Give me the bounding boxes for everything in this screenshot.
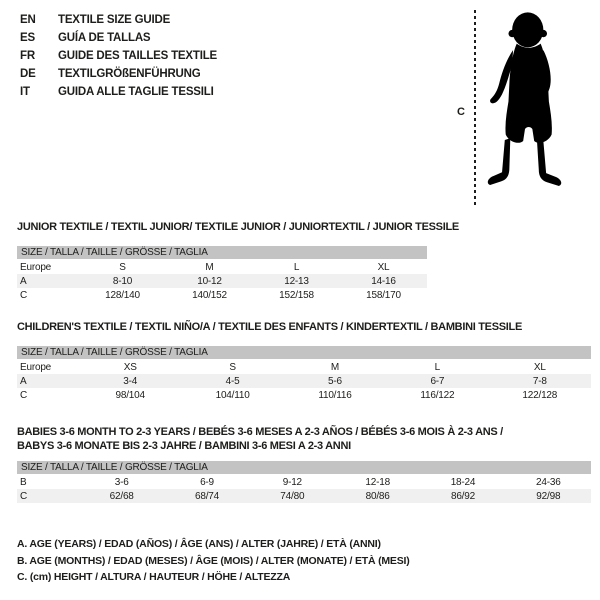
table-row xyxy=(17,288,427,302)
language-label: TEXTILGRÖßENFÜHRUNG xyxy=(58,68,201,80)
row-label: Europe xyxy=(20,361,52,373)
table-cell: 116/122 xyxy=(420,389,455,401)
language-row-en xyxy=(20,11,217,29)
children-size-table xyxy=(17,360,591,402)
babies-title-line-1: BABIES 3-6 MONTH TO 2-3 YEARS / BEBÉS 3-6 MESES A 2-3 AÑOS / BÉBÉS 3-6 MOIS À 2-3 ANS / xyxy=(17,426,503,438)
table-row xyxy=(17,489,591,503)
table-cell: 62/68 xyxy=(109,490,134,502)
height-measure-dashed-line xyxy=(474,10,476,208)
table-cell: S xyxy=(119,261,126,273)
language-code: IT xyxy=(20,86,30,98)
table-cell: 12-18 xyxy=(365,476,390,488)
junior-size-table xyxy=(17,260,427,302)
language-label: GUIDA ALLE TAGLIE TESSILI xyxy=(58,86,214,98)
table-cell: 3-6 xyxy=(114,476,129,488)
table-cell: 4-5 xyxy=(225,375,240,387)
babies-title-line-2: BABYS 3-6 MONATE BIS 2-3 JAHRE / BAMBINI 3-6 MESI A 2-3 ANNI xyxy=(17,440,351,452)
table-cell: XL xyxy=(377,261,390,273)
language-row-es xyxy=(20,29,217,47)
babies-size-header-bar: SIZE / TALLA / TAILLE / GRÖSSE / TAGLIA xyxy=(17,461,591,474)
table-cell: L xyxy=(434,361,441,373)
table-cell: 7-8 xyxy=(532,375,547,387)
table-row xyxy=(17,388,591,402)
table-cell: 6-7 xyxy=(430,375,445,387)
junior-textile-section xyxy=(17,220,459,302)
footnote-legend xyxy=(17,536,410,586)
height-measure-label: C xyxy=(457,106,465,118)
table-cell: 24-36 xyxy=(536,476,561,488)
table-cell: 98/104 xyxy=(115,389,145,401)
table-cell: M xyxy=(205,261,214,273)
row-label: C xyxy=(20,490,28,502)
table-cell: 86/92 xyxy=(450,490,475,502)
language-row-fr xyxy=(20,47,217,65)
table-cell: L xyxy=(293,261,300,273)
footnote-b: B. AGE (MONTHS) / EDAD (MESES) / ÂGE (MOIS) / ALTER (MONATE) / ETÀ (MESI) xyxy=(17,554,410,567)
table-cell: 14-16 xyxy=(371,275,396,287)
table-cell: 9-12 xyxy=(282,476,302,488)
table-cell: 68/74 xyxy=(194,490,219,502)
row-label: C xyxy=(20,389,28,401)
baby-silhouette xyxy=(479,6,571,208)
language-code: DE xyxy=(20,68,36,80)
language-list xyxy=(20,11,217,101)
table-cell: 18-24 xyxy=(450,476,476,488)
junior-table-title: JUNIOR TEXTILE / TEXTIL JUNIOR/ TEXTILE JUNIOR / JUNIORTEXTIL / JUNIOR TESSILE xyxy=(17,221,459,233)
children-textile-section xyxy=(17,320,591,402)
table-cell: 8-10 xyxy=(112,275,133,287)
babies-table-title xyxy=(17,425,591,453)
table-cell: 128/140 xyxy=(105,289,140,301)
table-cell: S xyxy=(229,361,236,373)
table-row xyxy=(17,360,591,374)
table-cell: 110/116 xyxy=(318,389,352,401)
language-label: GUIDE DES TAILLES TEXTILE xyxy=(58,50,217,62)
table-cell: 104/110 xyxy=(215,389,250,401)
table-cell: 74/80 xyxy=(280,490,305,502)
table-row xyxy=(17,260,427,274)
table-cell: M xyxy=(330,361,340,373)
footnote-a: A. AGE (YEARS) / EDAD (AÑOS) / ÂGE (ANS) / ALTER (JAHRE) / ETÀ (ANNI) xyxy=(17,538,381,550)
table-cell: XS xyxy=(123,361,137,373)
table-cell: 10-12 xyxy=(197,275,222,287)
table-cell: 92/98 xyxy=(536,490,561,502)
table-cell: 3-4 xyxy=(123,375,138,387)
table-cell: 5-6 xyxy=(328,375,342,387)
row-label: C xyxy=(20,289,28,301)
table-cell: 12-13 xyxy=(284,275,309,287)
table-row xyxy=(17,475,591,489)
table-cell: 6-9 xyxy=(200,476,214,488)
row-label: Europe xyxy=(20,261,52,273)
table-cell: 122/128 xyxy=(522,389,558,401)
table-cell: 158/170 xyxy=(366,289,401,301)
row-label: A xyxy=(20,275,27,287)
language-row-de xyxy=(20,65,217,83)
row-label: A xyxy=(20,375,27,387)
table-cell: XL xyxy=(533,361,546,373)
row-label: B xyxy=(20,476,27,488)
children-table-title: CHILDREN'S TEXTILE / TEXTIL NIÑO/A / TEXTILE DES ENFANTS / KINDERTEXTIL / BAMBINI TESSILE xyxy=(17,321,522,333)
language-label: GUÍA DE TALLAS xyxy=(58,32,151,44)
children-size-header-bar: SIZE / TALLA / TAILLE / GRÖSSE / TAGLIA xyxy=(17,346,591,359)
footnote-c: C. (cm) HEIGHT / ALTURA / HAUTEUR / HÖHE / ALTEZZA xyxy=(17,571,291,583)
table-cell: 80/86 xyxy=(365,490,390,502)
language-code: EN xyxy=(20,14,36,26)
babies-size-table xyxy=(17,475,591,503)
junior-size-header-bar: SIZE / TALLA / TAILLE / GRÖSSE / TAGLIA xyxy=(17,246,427,259)
language-label: TEXTILE SIZE GUIDE xyxy=(58,14,171,26)
babies-textile-section xyxy=(17,425,591,503)
language-code: ES xyxy=(20,32,35,44)
table-row xyxy=(17,374,591,388)
table-row xyxy=(17,274,427,288)
language-row-it xyxy=(20,83,217,101)
table-cell: 140/152 xyxy=(192,289,227,301)
language-code: FR xyxy=(20,50,35,62)
table-cell: 152/158 xyxy=(279,289,314,301)
